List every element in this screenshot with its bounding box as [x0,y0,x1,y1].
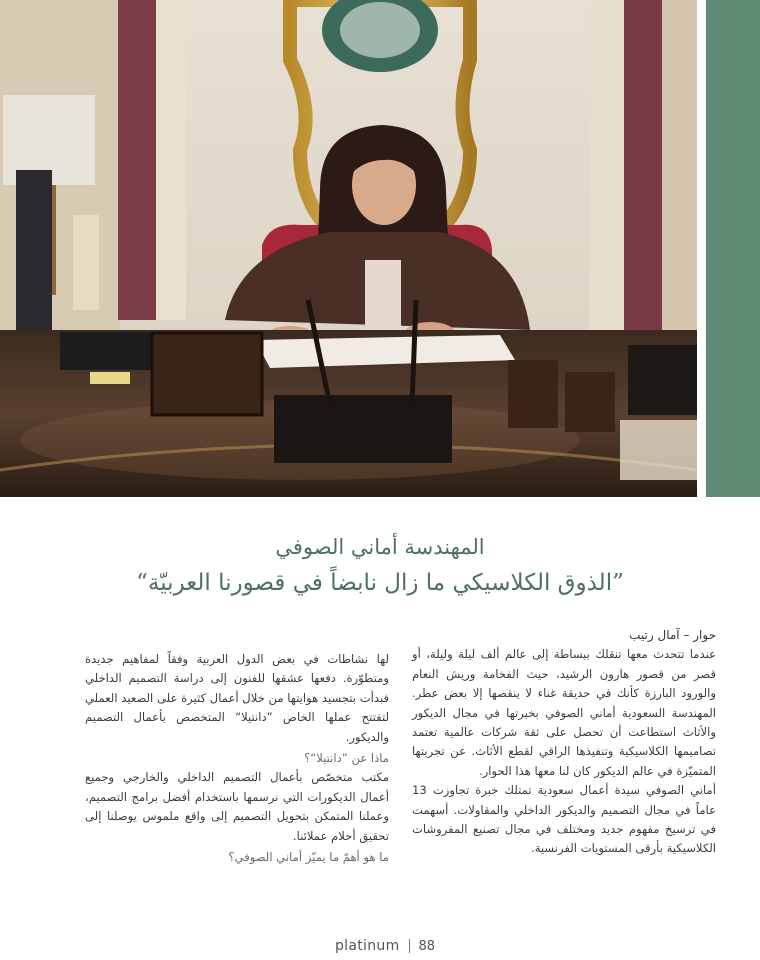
office-scene-illustration [0,0,697,497]
article-column-right [412,626,716,859]
page-footer [335,936,435,956]
article-column-left [85,650,389,867]
magazine-brand: platinum [335,938,400,954]
article-photo [0,0,697,497]
article-title-name: المهندسة أماني الصوفي [275,535,485,559]
intro-paragraph: عندما تتحدث معها تنقلك ببساطة إلى عالم ألف ليلة وليلة، أو قصر من قصور هارون الرشيد، حيث الفخامة وريش النعام والورود البارزة كأنك في حديقة غناء لا ينقصها إلا بعض عطر. المهندسة السعودية أماني الصوفي بخبرتها في مجال الديكور والأثاث استطاعت أن تحصل على ثقة شركات عالمية تعتمد تصاميمها الكلاسيكية وتنفيذها الراقي لقطع الأثاث. عن تجربتها المتميّزة في عالم الديكور كان لنا معها هذا الحوار. [412,647,716,778]
body-paragraph-1: لها نشاطات في بعض الدول العربية وفقاً لمفاهيم جديدة ومتطوّرة. دفعها عشقها للفنون إلى دراسة التصميم الداخلي فبدأت بتجسيد هوايتها من خلال أعمال كثيرة على الصعيد العملي لتفتتح عملها الخاص ”دانتيلا“ المتخصص بأعمال التصميم والديكور. [85,652,389,744]
interview-question-1: ماذا عن ”دانتيلا“؟ [304,751,389,766]
footer-divider [409,939,410,953]
article-title-quote: ”الذوق الكلاسيكي ما زال نابضاً في قصورنا العربيّة“ [136,570,624,596]
article-heading [0,530,760,602]
page-number: 88 [418,938,436,954]
interview-question-2: ما هو أهمّ ما يميّز أماني الصوفي؟ [228,850,389,865]
answer-paragraph-1: مكتب متخصّص بأعمال التصميم الداخلي والخارجي وجميع أعمال الديكورات التي نرسمها باستخدام أفضل برامج التصميم، وعملنا المتمكن بتحويل التصميم إلى واقع ملموس يوصلنا إلى تحقيق أحلام عملائنا. [85,770,389,843]
accent-band [706,0,760,497]
byline: حوار – آمال رتيب [629,628,716,642]
bio-paragraph: أماني الصوفي سيدة أعمال سعودية تمتلك خبرة تجاوزت 13 عاماً في مجال التصميم والديكور الداخلي والمقاولات. أسهمت في ترسيخ مفهوم جديد ومختلف في مجال تصنيع المفروشات الكلاسيكية بأرقى المستويات الفرنسية. [412,783,716,856]
